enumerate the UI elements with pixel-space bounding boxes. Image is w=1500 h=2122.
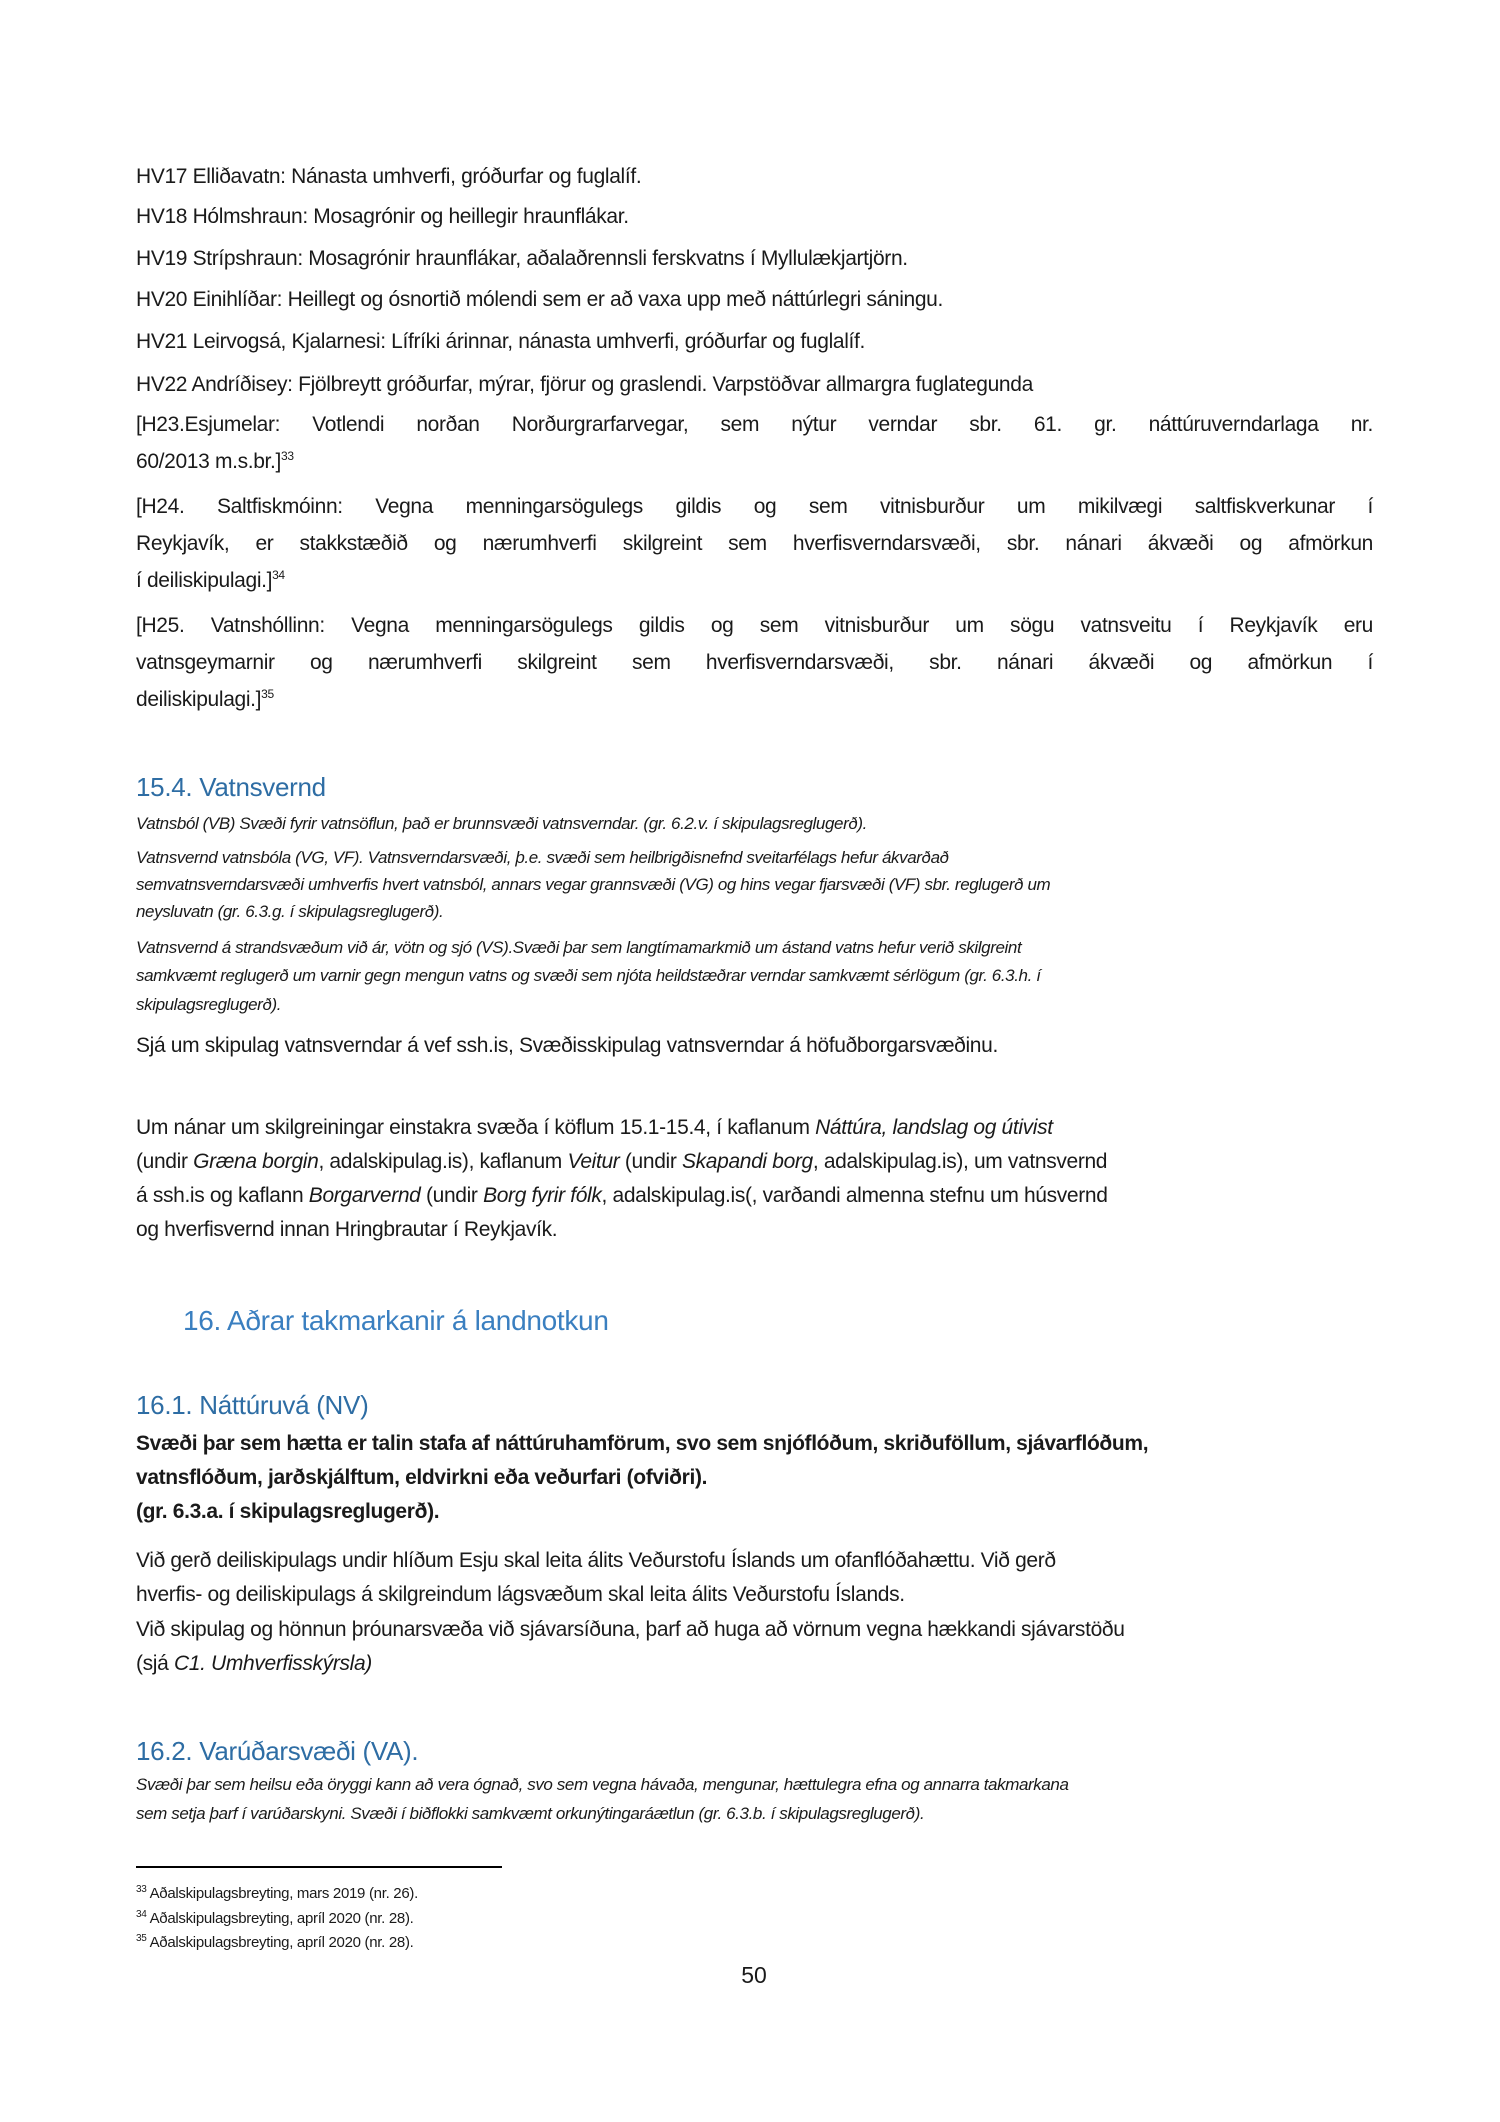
footnote-ref[interactable]: 34 — [272, 568, 285, 582]
footnote-number: 34 — [136, 1909, 147, 1920]
text: 60/2013 m.s.br.] — [136, 450, 281, 473]
page-number: 50 — [741, 1962, 767, 1988]
nv-definition: Svæði þar sem hætta er talin stafa af náttúruhamförum, svo sem snjóflóðum, skriðuföllum, sjávarflóðum, — [136, 1432, 1149, 1455]
va-definition: sem setja þarf í varúðarskyni. Svæði í biðflokki samkvæmt orkunýtingaráætlun (gr. 6.3.b. í skipulagsreglugerð). — [136, 1804, 925, 1823]
text: Græna borgin — [193, 1150, 319, 1173]
footnote-ref[interactable]: 33 — [281, 449, 294, 463]
text: C1. Umhverfisskýrsla) — [173, 1652, 372, 1675]
h25-line: vatnsgeymarnir og nærumhverfi skilgreint sem hverfisverndarsvæði, sbr. nánari ákvæði og afmörkun í — [136, 651, 1373, 674]
vb-definition: Vatnsból (VB) Svæði fyrir vatnsöflun, það er brunnsvæði vatnsverndar. (gr. 6.2.v. í skipulagsreglugerð). — [136, 814, 867, 833]
nv-body — [136, 1650, 1373, 1678]
h23-line: [H23.Esjumelar: Votlendi norðan Norðurgrarfarvegar, sem nýtur verndar sbr. 61. gr. náttúruverndarlaga nr. — [136, 413, 1373, 436]
list-item: HV19 Strípshraun: Mosagrónir hraunflákar, aðalaðrennsli ferskvatns í Myllulækjartjörn. — [136, 247, 908, 270]
section-heading-16-2: 16.2. Varúðarsvæði (VA). — [136, 1736, 419, 1766]
vs-definition: skipulagsreglugerð). — [136, 995, 282, 1014]
footnote — [136, 1884, 418, 1904]
text: Skapandi borg — [681, 1150, 813, 1173]
vs-definition: Vatnsvernd á strandsvæðum við ár, vötn og sjó (VS).Svæði þar sem langtímamarkmið um ástand vatns hefur verið skilgreint — [136, 938, 1022, 957]
text: Borgarvernd — [308, 1184, 421, 1207]
text: Um nánar um skilgreiningar einstakra svæða í köflum 15.1-15.4, í kaflanum — [136, 1116, 816, 1139]
footnote — [136, 1933, 414, 1953]
footnote-number: 35 — [136, 1933, 147, 1944]
va-definition: Svæði þar sem heilsu eða öryggi kann að vera ógnað, svo sem vegna hávaða, mengunar, hættulegra efna og annarra takmarkana — [136, 1775, 1069, 1794]
text: Veitur — [567, 1150, 620, 1173]
footnote-number: 33 — [136, 1884, 147, 1895]
text: á ssh.is og kaflann — [136, 1184, 309, 1207]
list-item: HV22 Andríðisey: Fjölbreytt gróðurfar, mýrar, fjörur og graslendi. Varpstöðvar allmargra fuglategunda — [136, 373, 1033, 396]
section-heading-15-4: 15.4. Vatnsvernd — [136, 772, 326, 802]
text: , adalskipulag.is(, varðandi almenna stefnu um húsvernd — [601, 1184, 1108, 1207]
text: Aðalskipulagsbreyting, apríl 2020 (nr. 28). — [149, 1910, 414, 1927]
paragraph-line — [136, 1114, 1373, 1142]
text: Aðalskipulagsbreyting, apríl 2020 (nr. 28). — [149, 1934, 414, 1951]
chapter-heading-16: 16. Aðrar takmarkanir á landnotkun — [183, 1305, 609, 1336]
vg-definition: neysluvatn (gr. 6.3.g. í skipulagsreglugerð). — [136, 902, 444, 921]
list-item: HV20 Einihlíðar: Heillegt og ósnortið mólendi sem er að vaxa upp með náttúrlegri sáningu. — [136, 288, 943, 311]
h23-line — [136, 448, 1373, 476]
list-item: HV17 Elliðavatn: Nánasta umhverfi, gróðurfar og fuglalíf. — [136, 165, 642, 188]
text: , adalskipulag.is), um vatnsvernd — [812, 1150, 1108, 1173]
text: , adalskipulag.is), kaflanum — [318, 1150, 568, 1173]
h24-line: Reykjavík, er stakkstæðið og nærumhverfi skilgreint sem hverfisverndarsvæði, sbr. nánari ákvæði og afmörkun — [136, 532, 1373, 555]
sja-paragraph: Sjá um skipulag vatnsverndar á vef ssh.is, Svæðisskipulag vatnsverndar á höfuðborgarsvæðinu. — [136, 1034, 998, 1057]
paragraph-line: og hverfisvernd innan Hringbrautar í Reykjavík. — [136, 1218, 558, 1241]
nv-definition: vatnsflóðum, jarðskjálftum, eldvirkni eða veðurfari (ofviðri). — [136, 1466, 708, 1489]
text: (undir — [619, 1150, 682, 1173]
text: (undir — [420, 1184, 484, 1207]
vg-definition: semvatnsverndarsvæði umhverfis hvert vatnsból, annars vegar grannsvæði (VG) og hins vegar fjarsvæði (VF) sbr. reglugerð um — [136, 875, 1051, 894]
text: (undir — [136, 1150, 194, 1173]
list-item: HV18 Hólmshraun: Mosagrónir og heillegir hraunflákar. — [136, 205, 629, 228]
list-item: HV21 Leirvogsá, Kjalarnesi: Lífríki árinnar, nánasta umhverfi, gróðurfar og fuglalíf. — [136, 330, 865, 353]
h25-line: [H25. Vatnshóllinn: Vegna menningarsögulegs gildis og sem vitnisburður um sögu vatnsveitu í Reykjavík eru — [136, 614, 1373, 637]
footnote-ref[interactable]: 35 — [261, 687, 274, 701]
h25-line — [136, 686, 1373, 714]
nv-body: Við gerð deiliskipulags undir hlíðum Esju skal leita álits Veðurstofu Íslands um ofanflóðahættu. Við gerð — [136, 1549, 1056, 1572]
text: Borg fyrir fólk — [483, 1184, 602, 1207]
text: Aðalskipulagsbreyting, mars 2019 (nr. 26). — [149, 1885, 418, 1902]
text: (sjá — [136, 1652, 174, 1675]
paragraph-line — [136, 1148, 1373, 1176]
nv-body: Við skipulag og hönnun þróunarsvæða við sjávarsíðuna, þarf að huga að vörnum vegna hækkandi sjávarstöðu — [136, 1618, 1125, 1641]
nv-body: hverfis- og deiliskipulags á skilgreindum lágsvæðum skal leita álits Veðurstofu Íslands. — [136, 1583, 905, 1606]
vg-definition: Vatnsvernd vatnsbóla (VG, VF). Vatnsverndarsvæði, þ.e. svæði sem heilbrigðisnefnd sveitarfélags hefur ákvarðað — [136, 848, 949, 867]
nv-definition: (gr. 6.3.a. í skipulagsreglugerð). — [136, 1500, 440, 1523]
footnote-separator — [136, 1866, 502, 1868]
h24-line: [H24. Saltfiskmóinn: Vegna menningarsögulegs gildis og sem vitnisburður um mikilvægi saltfiskverkunar í — [136, 495, 1373, 518]
paragraph-line — [136, 1182, 1373, 1210]
text: Náttúra, landslag og útivist — [815, 1116, 1053, 1139]
section-heading-16-1: 16.1. Náttúruvá (NV) — [136, 1390, 369, 1420]
text: í deiliskipulagi.] — [136, 569, 273, 592]
vs-definition: samkvæmt reglugerð um varnir gegn mengun vatns og svæði sem njóta heildstæðrar verndar samkvæmt sérlögum (gr. 6.3.h. í — [136, 966, 1041, 985]
footnote — [136, 1909, 414, 1929]
h24-line — [136, 567, 1373, 595]
text: deiliskipulagi.] — [136, 688, 262, 711]
